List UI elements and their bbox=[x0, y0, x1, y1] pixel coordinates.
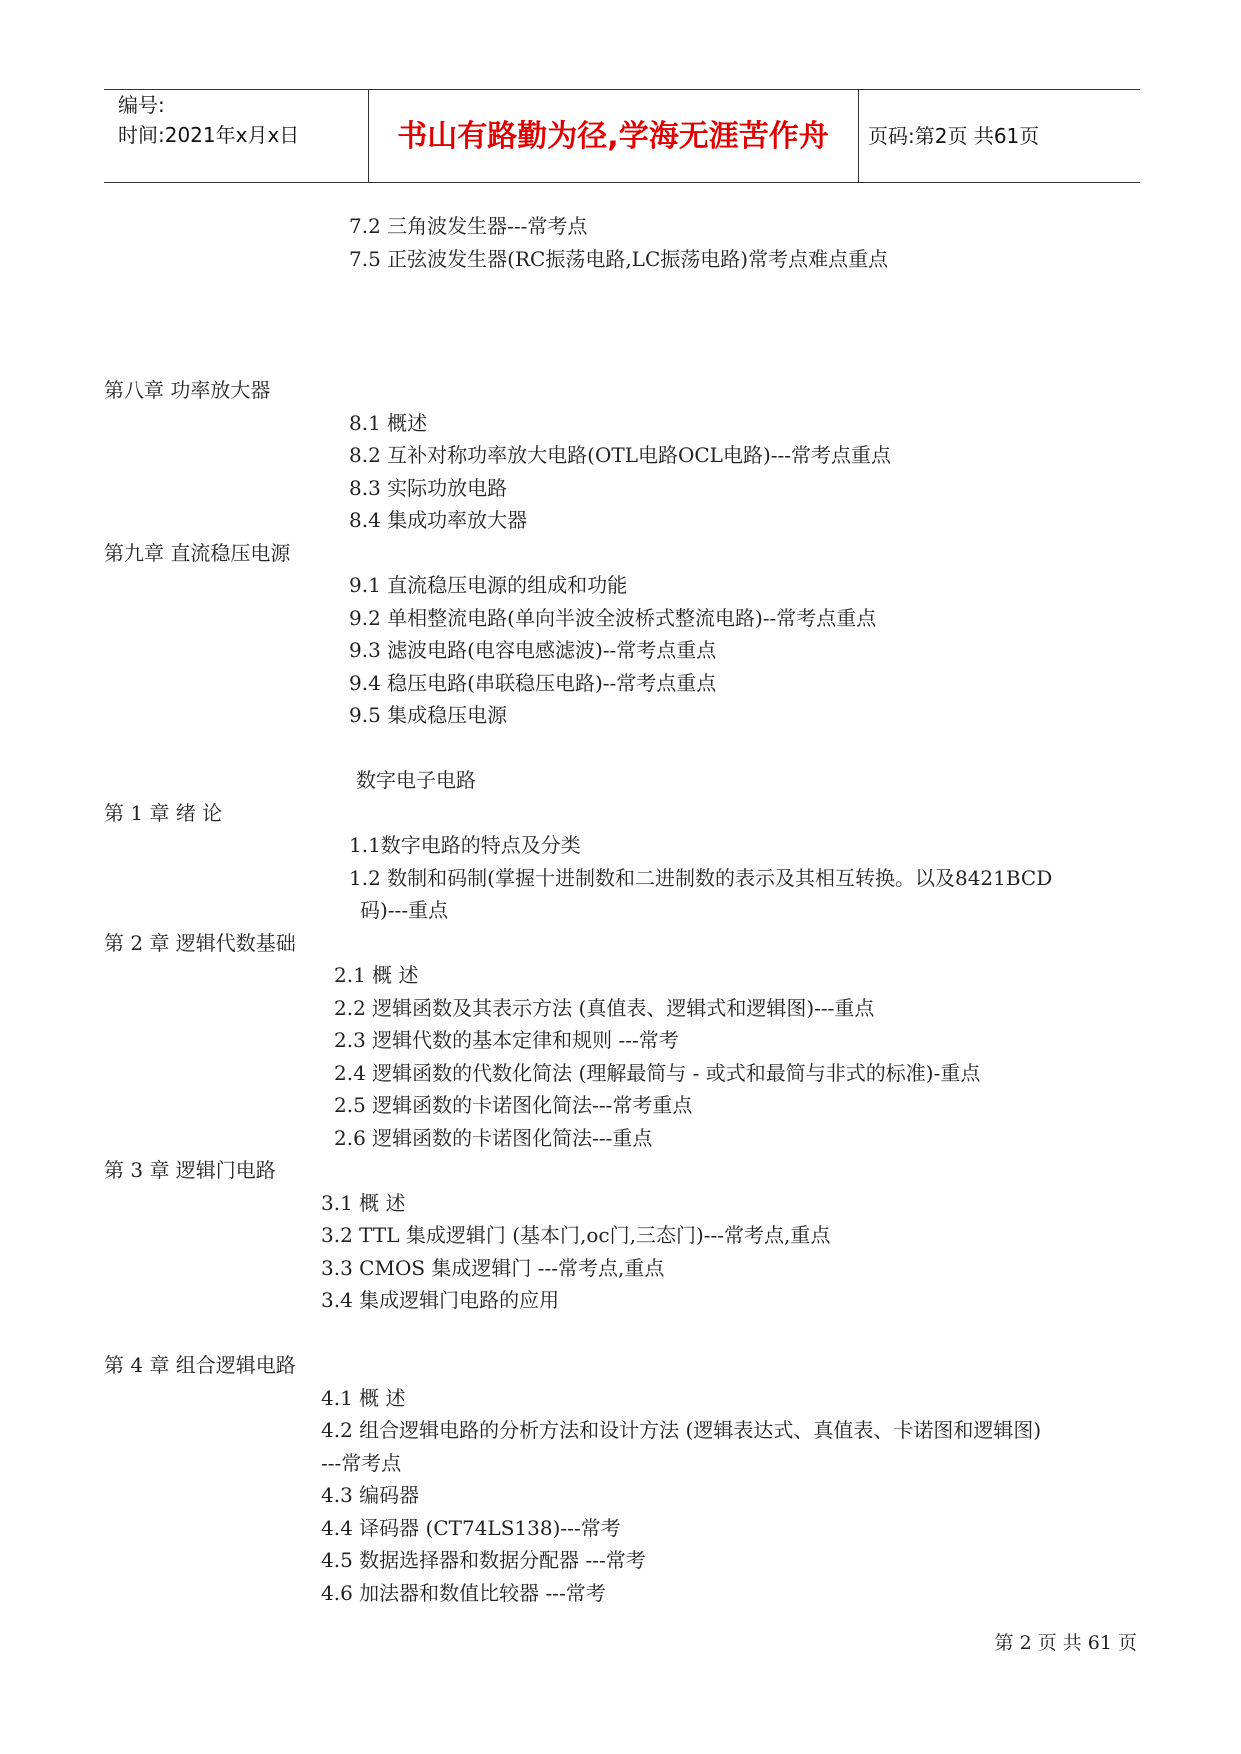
header-bottom-rule bbox=[104, 182, 1140, 183]
toc-line: 2.5 逻辑函数的卡诺图化简法---常考重点 bbox=[334, 1093, 693, 1117]
toc-line: 2.1 概 述 bbox=[334, 963, 419, 987]
toc-line: 4.4 译码器 (CT74LS138)---常考 bbox=[321, 1516, 621, 1540]
chapter-heading: 第九章 直流稳压电源 bbox=[104, 541, 291, 565]
toc-line: 8.4 集成功率放大器 bbox=[349, 508, 528, 532]
page-footer: 第 2 页 共 61 页 bbox=[994, 1632, 1137, 1654]
toc-line: 2.3 逻辑代数的基本定律和规则 ---常考 bbox=[334, 1028, 679, 1052]
toc-line: 2.2 逻辑函数及其表示方法 (真值表、逻辑式和逻辑图)---重点 bbox=[334, 996, 875, 1020]
toc-line: 9.3 滤波电路(电容电感滤波)--常考点重点 bbox=[349, 638, 717, 662]
header-page-info: 页码:第2页 共61页 bbox=[868, 124, 1040, 148]
toc-line: 9.2 单相整流电路(单向半波全波桥式整流电路)--常考点重点 bbox=[349, 606, 877, 630]
header-divider-right bbox=[858, 89, 859, 182]
toc-line: 3.4 集成逻辑门电路的应用 bbox=[321, 1288, 560, 1312]
chapter-heading: 第 2 章 逻辑代数基础 bbox=[104, 931, 296, 955]
chapter-heading: 第 4 章 组合逻辑电路 bbox=[104, 1353, 296, 1377]
toc-line: 1.2 数制和码制(掌握十进制数和二进制数的表示及其相互转换。以及8421BCD bbox=[349, 866, 1053, 890]
toc-line: 4.6 加法器和数值比较器 ---常考 bbox=[321, 1581, 606, 1605]
toc-line: 4.5 数据选择器和数据分配器 ---常考 bbox=[321, 1548, 646, 1572]
toc-line: 4.1 概 述 bbox=[321, 1386, 406, 1410]
toc-line: 9.5 集成稳压电源 bbox=[349, 703, 508, 727]
chapter-heading: 第 1 章 绪 论 bbox=[104, 801, 223, 825]
toc-line: 7.5 正弦波发生器(RC振荡电路,LC振荡电路)常考点难点重点 bbox=[349, 247, 889, 271]
toc-line: 3.1 概 述 bbox=[321, 1191, 406, 1215]
section-title: 数字电子电路 bbox=[356, 768, 476, 792]
toc-line: 4.2 组合逻辑电路的分析方法和设计方法 (逻辑表达式、真值表、卡诺图和逻辑图) bbox=[321, 1418, 1042, 1442]
toc-line: 2.4 逻辑函数的代数化简法 (理解最简与 - 或式和最简与非式的标准)-重点 bbox=[334, 1061, 981, 1085]
doc-number-label: 编号: bbox=[118, 93, 165, 117]
toc-line: 7.2 三角波发生器---常考点 bbox=[349, 214, 588, 238]
header-motto: 书山有路勤为径,学海无涯苦作舟 bbox=[397, 119, 829, 154]
toc-line: 码)---重点 bbox=[360, 898, 449, 922]
toc-line: 3.3 CMOS 集成逻辑门 ---常考点,重点 bbox=[321, 1256, 665, 1280]
toc-line: 8.2 互补对称功率放大电路(OTL电路OCL电路)---常考点重点 bbox=[349, 443, 892, 467]
toc-line: ---常考点 bbox=[321, 1451, 402, 1475]
chapter-heading: 第 3 章 逻辑门电路 bbox=[104, 1158, 276, 1182]
toc-line: 4.3 编码器 bbox=[321, 1483, 420, 1507]
toc-line: 3.2 TTL 集成逻辑门 (基本门,oc门,三态门)---常考点,重点 bbox=[321, 1223, 831, 1247]
chapter-heading: 第八章 功率放大器 bbox=[104, 378, 271, 402]
doc-time-label: 时间:2021年x月x日 bbox=[118, 123, 300, 147]
toc-line: 2.6 逻辑函数的卡诺图化简法---重点 bbox=[334, 1126, 653, 1150]
toc-line: 8.3 实际功放电路 bbox=[349, 476, 508, 500]
header-meta bbox=[118, 90, 299, 150]
toc-line: 9.4 稳压电路(串联稳压电路)--常考点重点 bbox=[349, 671, 717, 695]
toc-line: 8.1 概述 bbox=[349, 411, 428, 435]
toc-line: 1.1数字电路的特点及分类 bbox=[349, 833, 581, 857]
toc-line: 9.1 直流稳压电源的组成和功能 bbox=[349, 573, 628, 597]
